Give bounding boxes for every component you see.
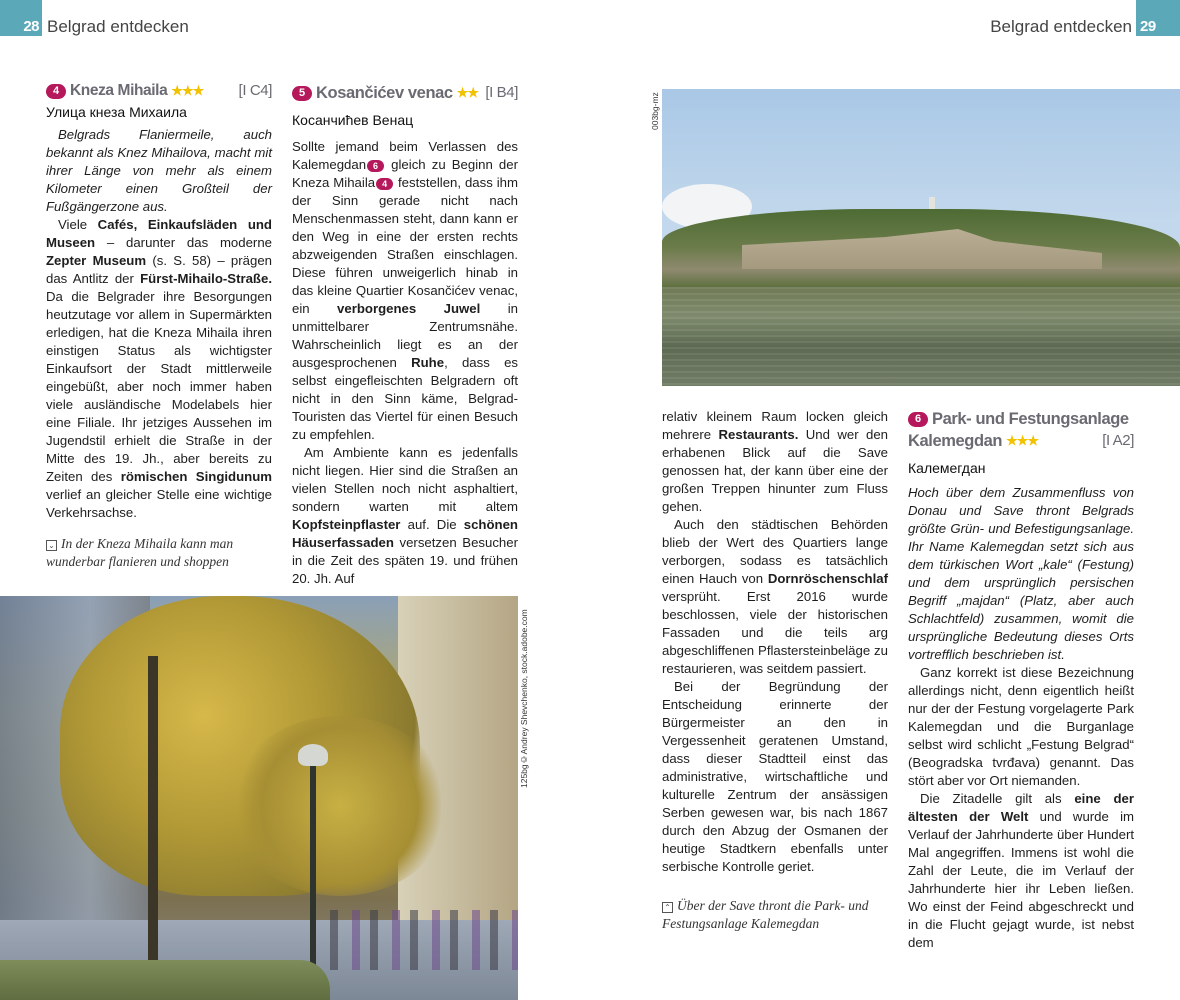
body-paragraph: relativ kleinem Raum locken gleich mehrere Restaurants. Und wer den erhabenen Blick auf die Save genossen hat, der kann über eine der großen Treppen hinunter zum Fluss gehen. [662,409,888,514]
photo-kneza-mihaila-street [0,596,518,1000]
section-kosancicev-venac [292,82,518,588]
body-paragraph: Die Zitadelle gilt als eine der ältesten der Welt und wurde im Verlauf der Jahrhunderte über Hundert Mal angegriffen. Immens ist wohl die Zahl der Leute, die im Verlauf der Jahrhunderte hier ihr Leben ließen. Wo einst der Feind abgeschreckt und in die Flucht gejagt wurde, ist nebst dem [908,791,1134,950]
section-heading [908,408,1134,430]
body-paragraph: Bei der Begründung der Entscheidung erinnerte der Bürgermeister an den in Vergessenheit geratenen Umstand, dass dieser Stadtteil einst das administrative, wirtschaftliche und kulturelle Zentrum der ansässigen Serben gewesen war, bis nach 1867 durch den Abzug der Osmanen der heutige Stadtkern ebenfalls unter serbische Kontrolle geriet. [662,679,888,874]
body-paragraph: Am Ambiente kann es jedenfalls nicht liegen. Hier sind die Straßen an vielen Stellen noch nicht asphaltiert, sondern warten mit altem Kopfsteinpflaster auf. Die schönen Häuserfassaden versetzen Besucher in die Zeit des späten 19. und frühen 20. Jh. Auf [292,445,518,586]
photo-caption-fortress: ⌃ Über der Save thront die Park- und Festungsanlage Kalemegdan [662,898,869,931]
body-paragraph: Ganz korrekt ist diese Bezeichnung allerdings nicht, denn eigentlich heißt nur der der Festung vorgelagerte Park Kalemegdan und die Burganlage selbst wird schlicht „Festung Belgrad“ (Beogradska tvrđava) genannt. Das stört aber vor Ort niemanden. [908,665,1134,788]
body-paragraph: Auch den städtischen Behörden blieb der Wert des Quartiers lange verborgen, sodass es tatsächlich einen Hauch von Dornröschenschlaf versprüht. Erst 2016 wurde beschlossen, viele der historischen Fassaden und die teils arg abgeschliffenen Pflastersteinbeläge zu restaurieren, was seitdem passiert. [662,517,888,676]
intro-paragraph: Belgrads Flaniermeile, auch bekannt als Knez Mihailova, macht mit ihrer Länge von mehr als einem Kilometer einen Großteil der Fußgängerzone aus. [46,127,272,214]
photo-caption-street: ⌄ In der Kneza Mihaila kann man wunderbar flanieren und shoppen [46,536,234,569]
running-header-left: Belgrad entdecken [47,17,189,36]
section-title-line2: Kalemegdan [908,432,1003,450]
photo-credit-street: 125bg©Andrey Shevchenko, stock.adobe.com [519,609,529,788]
section-heading [292,82,518,104]
photo-credit-fortress: 003bg-mz [650,92,660,130]
map-grid-reference: [I C4] [238,82,272,99]
poi-badge: 4 [46,84,66,99]
arrow-down-icon: ⌄ [46,540,57,551]
map-grid-reference: [I A2] [1102,432,1134,449]
section-heading [46,80,272,102]
cyrillic-name: Улица кнеза Михаила [46,104,187,120]
cyrillic-name: Калемегдан [908,460,986,476]
rating-stars-icon: ★★★ [171,83,204,98]
poi-badge-inline: 6 [367,160,384,172]
page-number-tab-left [0,0,42,36]
section-heading-line2 [908,430,1134,452]
poi-badge: 6 [908,412,928,427]
poi-badge-inline: 4 [376,178,393,190]
body-paragraph: Viele Cafés, Einkaufsläden und Museen – darunter das moderne Zepter Museum (s. S. 58) – prägen das Antlitz der Fürst-Mihailo-Straße. Da die Belgrader ihre Besorgungen heutzutage vor allem in Supermärkten erledigen, hat die Kneza Mihaila ihren einstigen Status als wichtigster Einkaufsort der Stadt mittlerweile eingebüßt, aber noch immer haben viele ausländische Modelabels hier eine Filiale. Ihr jetziges Aussehen im Jugendstil erhielt die Straße in der Mitte des 19. Jh., aber bereits zu Zeiten des römischen Singidunum verlief an gleicher Stelle eine wichtige Verkehrsachse. [46,217,272,520]
rating-stars-icon: ★★★ [1006,433,1039,448]
page-number-left: 28 [23,18,39,35]
page-number-right: 29 [1140,18,1156,35]
section-kalemegdan [908,408,1134,952]
section-kneza-mihaila [46,80,272,522]
section-title-line1: Park- und Festungsanlage [932,410,1129,428]
intro-paragraph: Hoch über dem Zusammenfluss von Donau und Save thront Belgrads größte Grün- und Befestigungsanlage. Ihr Name Kalemegdan setzt sich aus dem türkischen Wort „kale“ (Festung) und dem ursprünglich persischen Begriff „majdan“ (Platz, aber auch Schlachtfeld) zusammen, womit die ursprüngliche Bedeutung dieses Orts vortrefflich beschrieben ist. [908,485,1134,662]
page-number-tab-right [1136,0,1180,36]
photo-kalemegdan-fortress [662,89,1180,386]
section-title: Kosančićev venac [316,84,453,102]
section-kosancicev-venac-continued [662,408,888,876]
poi-badge: 5 [292,86,312,101]
cyrillic-name: Косанчићев Венац [292,112,414,128]
rating-stars-icon: ★★ [456,85,478,100]
arrow-up-icon: ⌃ [662,902,673,913]
running-header-right: Belgrad entdecken [990,17,1132,36]
body-paragraph: Sollte jemand beim Verlassen des Kalemegdan 6 gleich zu Beginn der Kneza Mihaila 4 feststellen, dass ihm der Sinn gerade nicht nach Menschenmassen steht, dann kann er den Weg in eine der ersten rechts abzweigenden Straßen einschlagen. Diese führen unweigerlich hinab in das kleine Quartier Kosančićev venac, ein verborgenes Juwel in unmittelbarer Zentrumsnähe. Wahrscheinlich liegt es an der ausgesprochenen Ruhe, dass es selbst eingefleischten Belgradern oft nicht in den Sinn käme, Belgrad-Touristen das Viertel für einen Besuch zu empfehlen. [292,139,519,442]
map-grid-reference: [I B4] [485,84,518,101]
section-title: Kneza Mihaila [70,82,168,99]
